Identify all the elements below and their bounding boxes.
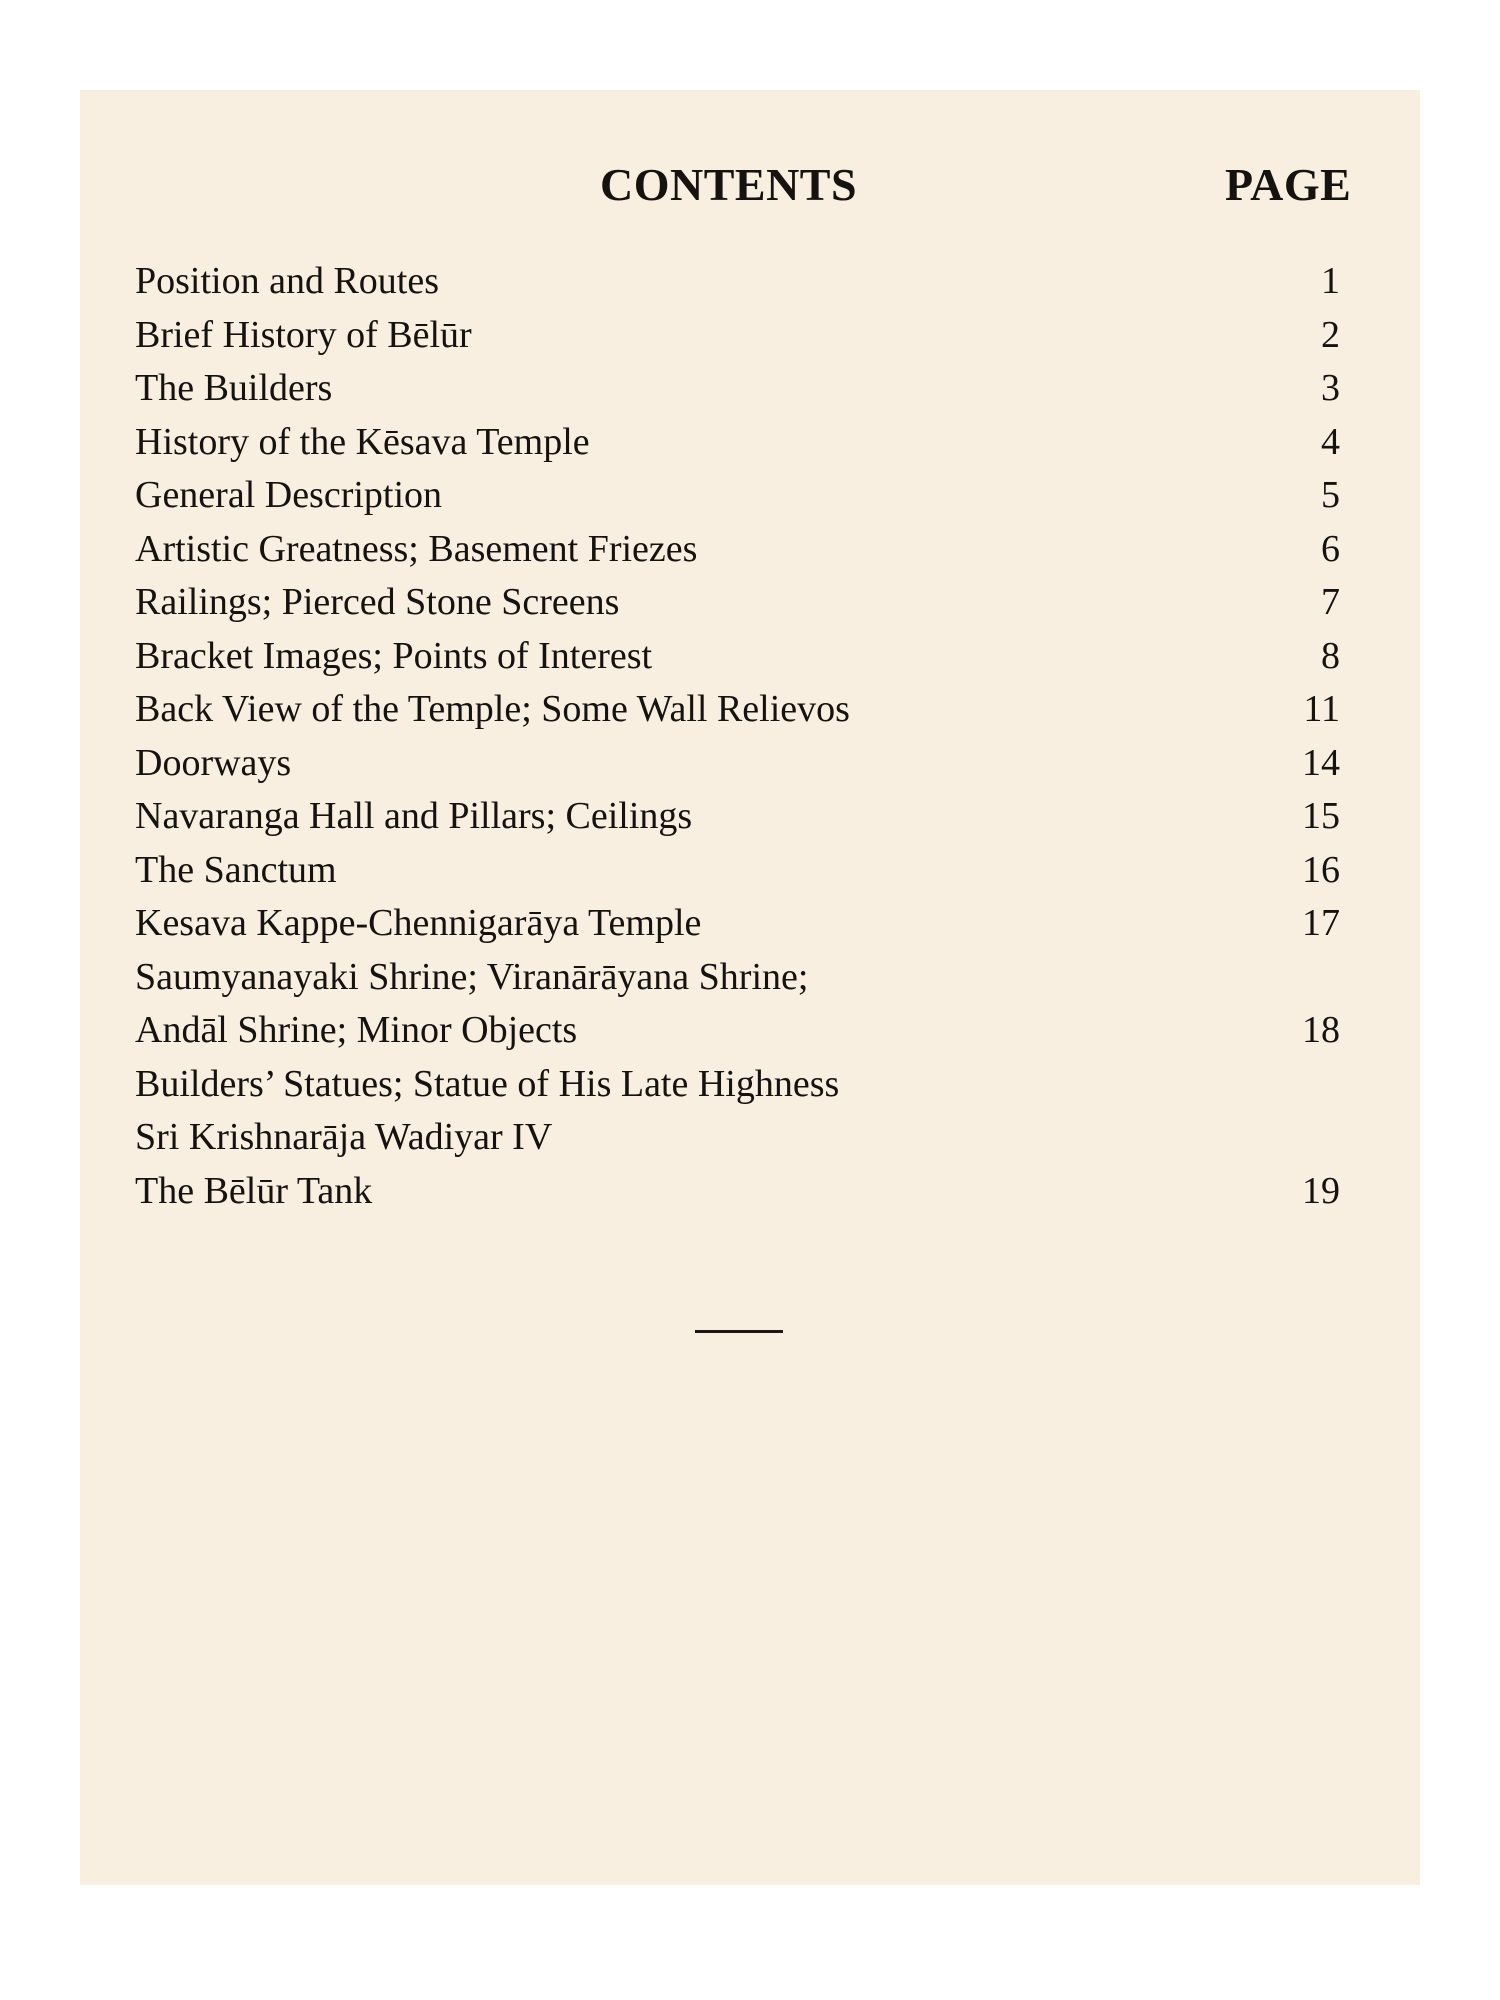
toc-entry-page: 5 <box>1321 474 1340 516</box>
toc-entry-title: The Bēlūr Tank <box>135 1169 373 1212</box>
toc-entry-title: Back View of the Temple; Some Wall Relievos <box>135 688 850 730</box>
toc-entry-page: 2 <box>1321 313 1340 356</box>
contents-heading: CONTENTS <box>600 159 858 210</box>
toc-entry-title: Position and Routes <box>135 260 440 302</box>
toc-entry-page: 7 <box>1321 581 1340 623</box>
toc-entry <box>135 362 1340 416</box>
toc-entry-page: 18 <box>1302 1009 1340 1051</box>
toc-entry <box>135 416 1340 470</box>
toc-entry <box>135 790 1340 844</box>
toc-entry-page: 19 <box>1302 1169 1340 1212</box>
toc-entry <box>135 737 1340 791</box>
toc-entry <box>135 1111 1340 1165</box>
contents-page <box>80 90 1420 1885</box>
toc-entry-title: Railings; Pierced Stone Screens <box>135 581 620 623</box>
toc-entry-page: 14 <box>1302 741 1340 784</box>
toc-entry-page: 4 <box>1321 420 1340 463</box>
toc-entry <box>135 897 1340 951</box>
toc-entry-title: Doorways <box>135 741 292 784</box>
toc-entry-title: Andāl Shrine; Minor Objects <box>135 1009 578 1051</box>
toc-entry <box>135 469 1340 523</box>
toc-entry-page: 3 <box>1321 367 1340 409</box>
toc-entry <box>135 630 1340 684</box>
toc-entry-title: Sri Krishnarāja Wadiyar IV <box>135 1116 553 1158</box>
toc-entry <box>135 951 1340 1005</box>
toc-entry-title: The Sanctum <box>135 848 337 891</box>
toc-entry-title: Bracket Images; Points of Interest <box>135 634 653 677</box>
toc-entry-title: Saumyanayaki Shrine; Viranārāyana Shrine; <box>135 955 809 998</box>
toc-entry-page: 6 <box>1321 527 1340 570</box>
toc-entry-page: 11 <box>1303 688 1340 730</box>
toc-entry-page: 17 <box>1302 902 1340 944</box>
toc-entry <box>135 844 1340 898</box>
toc-entry-title: Kesava Kappe-Chennigarāya Temple <box>135 902 702 944</box>
toc-entry <box>135 1058 1340 1112</box>
toc-entry-title: Brief History of Bēlūr <box>135 313 472 356</box>
toc-entry-page: 16 <box>1302 848 1340 891</box>
toc-entry-title: Builders’ Statues; Statue of His Late Highness <box>135 1062 840 1105</box>
toc-entry-title: History of the Kēsava Temple <box>135 420 590 463</box>
table-of-contents <box>135 255 1340 1218</box>
page-column-heading: PAGE <box>1225 159 1352 210</box>
toc-entry-title: Artistic Greatness; Basement Friezes <box>135 527 698 570</box>
toc-entry-page: 8 <box>1321 634 1340 677</box>
toc-entry <box>135 576 1340 630</box>
toc-entry <box>135 1165 1340 1219</box>
toc-entry <box>135 523 1340 577</box>
toc-entry <box>135 255 1340 309</box>
closing-rule <box>695 1330 783 1333</box>
toc-entry <box>135 1004 1340 1058</box>
toc-entry-page: 1 <box>1321 260 1340 302</box>
toc-entry-page: 15 <box>1302 795 1340 837</box>
toc-entry <box>135 309 1340 363</box>
toc-entry-title: Navaranga Hall and Pillars; Ceilings <box>135 795 693 837</box>
toc-entry-title: General Description <box>135 474 443 516</box>
toc-entry-title: The Builders <box>135 367 333 409</box>
toc-entry <box>135 683 1340 737</box>
